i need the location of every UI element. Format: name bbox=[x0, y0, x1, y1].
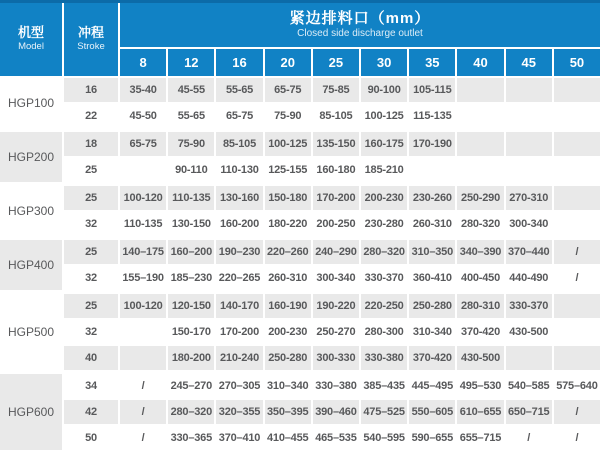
model-column-header bbox=[0, 3, 62, 76]
model-group bbox=[0, 186, 600, 236]
data-cell: 540–585 bbox=[506, 374, 552, 398]
data-cell: 55-65 bbox=[216, 78, 262, 102]
data-cell: 445–495 bbox=[409, 374, 455, 398]
data-cell: 100-120 bbox=[120, 294, 166, 318]
data-cell: 90-100 bbox=[361, 78, 407, 102]
data-cell: 210-240 bbox=[216, 346, 262, 370]
model-label-en: Model bbox=[18, 41, 44, 52]
data-cell: 280-320 bbox=[457, 212, 503, 236]
data-cell bbox=[554, 158, 600, 182]
data-cell: 135-150 bbox=[313, 132, 359, 156]
stroke-cell: 40 bbox=[64, 346, 118, 370]
data-cell: 160-190 bbox=[265, 294, 311, 318]
table-row bbox=[64, 212, 600, 236]
data-cell: 300-340 bbox=[506, 212, 552, 236]
data-cell: 105-115 bbox=[409, 78, 455, 102]
data-cell: 540–595 bbox=[361, 426, 407, 450]
size-col-header: 40 bbox=[457, 49, 503, 76]
table-row bbox=[64, 186, 600, 210]
size-col-header: 25 bbox=[313, 49, 359, 76]
data-cell: 150-180 bbox=[265, 186, 311, 210]
data-cell: 550–605 bbox=[409, 400, 455, 424]
data-cell: 120-150 bbox=[168, 294, 214, 318]
table-subtitle: Closed side discharge outlet bbox=[297, 28, 423, 39]
data-cell: 220–260 bbox=[265, 240, 311, 264]
size-header-row bbox=[120, 49, 600, 76]
size-col-header: 45 bbox=[506, 49, 552, 76]
model-cell: HGP300 bbox=[0, 186, 62, 236]
table-row bbox=[64, 266, 600, 290]
stroke-cell: 50 bbox=[64, 426, 118, 450]
data-cell: 495–530 bbox=[457, 374, 503, 398]
data-cell: 160–200 bbox=[168, 240, 214, 264]
stroke-cell: 25 bbox=[64, 186, 118, 210]
model-group bbox=[0, 240, 600, 290]
table-row bbox=[64, 374, 600, 398]
data-cell: 100-120 bbox=[120, 186, 166, 210]
data-cell: 310–340 bbox=[265, 374, 311, 398]
data-cell: 220–265 bbox=[216, 266, 262, 290]
data-cell: 170-200 bbox=[216, 320, 262, 344]
data-cell: 360-410 bbox=[409, 266, 455, 290]
size-col-header: 35 bbox=[409, 49, 455, 76]
data-cell bbox=[506, 78, 552, 102]
stroke-label-zh: 冲程 bbox=[77, 25, 104, 41]
data-cell: 55-65 bbox=[168, 104, 214, 128]
data-cell bbox=[409, 158, 455, 182]
size-col-header: 12 bbox=[168, 49, 214, 76]
data-cell: 185–230 bbox=[168, 266, 214, 290]
data-cell: 300-340 bbox=[313, 266, 359, 290]
data-cell bbox=[554, 346, 600, 370]
table-row bbox=[64, 104, 600, 128]
data-cell: 65-75 bbox=[120, 132, 166, 156]
table-row bbox=[64, 132, 600, 156]
data-cell: 110-130 bbox=[216, 158, 262, 182]
data-cell bbox=[554, 104, 600, 128]
data-cell: 270-310 bbox=[506, 186, 552, 210]
model-group bbox=[0, 132, 600, 182]
data-cell: / bbox=[120, 426, 166, 450]
data-cell: 340–390 bbox=[457, 240, 503, 264]
data-cell: 270–305 bbox=[216, 374, 262, 398]
data-cell: 250-280 bbox=[409, 294, 455, 318]
data-cell: 65-75 bbox=[265, 78, 311, 102]
data-cell: 130-150 bbox=[168, 212, 214, 236]
data-cell bbox=[554, 320, 600, 344]
data-cell: 75-90 bbox=[265, 104, 311, 128]
data-cell: 300-330 bbox=[313, 346, 359, 370]
model-cell: HGP600 bbox=[0, 374, 62, 450]
data-cell: 190-220 bbox=[313, 294, 359, 318]
data-cell bbox=[457, 104, 503, 128]
table-title: 紧边排料口（mm） bbox=[289, 10, 431, 27]
data-cell: 75-85 bbox=[313, 78, 359, 102]
stroke-cell: 25 bbox=[64, 294, 118, 318]
data-cell: 180-200 bbox=[168, 346, 214, 370]
data-cell: 310–350 bbox=[409, 240, 455, 264]
data-cell: 330-370 bbox=[361, 266, 407, 290]
table-row bbox=[64, 294, 600, 318]
data-cell: 200-230 bbox=[361, 186, 407, 210]
data-cell bbox=[506, 346, 552, 370]
data-cell: 100-125 bbox=[361, 104, 407, 128]
data-cell: 65-75 bbox=[216, 104, 262, 128]
data-cell: 250-280 bbox=[265, 346, 311, 370]
data-cell: 150-170 bbox=[168, 320, 214, 344]
data-cell: 260-310 bbox=[409, 212, 455, 236]
stroke-cell: 34 bbox=[64, 374, 118, 398]
model-group bbox=[0, 294, 600, 370]
model-group bbox=[0, 78, 600, 128]
stroke-cell: 16 bbox=[64, 78, 118, 102]
data-cell bbox=[120, 158, 166, 182]
stroke-cell: 32 bbox=[64, 266, 118, 290]
data-cell: 240–290 bbox=[313, 240, 359, 264]
data-cell bbox=[506, 104, 552, 128]
data-cell: 350–395 bbox=[265, 400, 311, 424]
size-col-header: 30 bbox=[361, 49, 407, 76]
data-cell: 220-250 bbox=[361, 294, 407, 318]
data-cell: 35-40 bbox=[120, 78, 166, 102]
data-cell: 90-110 bbox=[168, 158, 214, 182]
data-cell: 125-155 bbox=[265, 158, 311, 182]
data-cell: 280-310 bbox=[457, 294, 503, 318]
data-cell: 130-160 bbox=[216, 186, 262, 210]
size-col-header: 8 bbox=[120, 49, 166, 76]
table-row bbox=[64, 78, 600, 102]
data-cell: 280–320 bbox=[168, 400, 214, 424]
stroke-cell: 22 bbox=[64, 104, 118, 128]
data-cell bbox=[554, 212, 600, 236]
data-cell: 330–365 bbox=[168, 426, 214, 450]
stroke-cell: 25 bbox=[64, 240, 118, 264]
data-cell: 650–715 bbox=[506, 400, 552, 424]
data-cell: 85-105 bbox=[216, 132, 262, 156]
table-row bbox=[64, 158, 600, 182]
outlet-header-region bbox=[120, 3, 600, 76]
data-cell: / bbox=[554, 240, 600, 264]
model-cell: HGP200 bbox=[0, 132, 62, 182]
model-cell: HGP500 bbox=[0, 294, 62, 370]
data-cell: 115-135 bbox=[409, 104, 455, 128]
size-col-header: 50 bbox=[554, 49, 600, 76]
data-cell: 45-55 bbox=[168, 78, 214, 102]
outlet-title-block bbox=[120, 3, 600, 47]
data-cell: 260-310 bbox=[265, 266, 311, 290]
data-cell: 575–640 bbox=[554, 374, 600, 398]
data-cell: 200-250 bbox=[313, 212, 359, 236]
data-cell: 440-490 bbox=[506, 266, 552, 290]
data-cell: 330-380 bbox=[361, 346, 407, 370]
data-cell: 430-500 bbox=[457, 346, 503, 370]
data-cell: / bbox=[120, 400, 166, 424]
data-cell bbox=[120, 346, 166, 370]
data-cell: 280-300 bbox=[361, 320, 407, 344]
data-cell bbox=[554, 186, 600, 210]
data-cell: 370–410 bbox=[216, 426, 262, 450]
data-cell: 430-500 bbox=[506, 320, 552, 344]
data-cell: 185-210 bbox=[361, 158, 407, 182]
stroke-label-en: Stroke bbox=[77, 41, 105, 52]
data-cell: 190–230 bbox=[216, 240, 262, 264]
table-row bbox=[64, 426, 600, 450]
model-label-zh: 机型 bbox=[17, 25, 44, 41]
data-cell: 610–655 bbox=[457, 400, 503, 424]
data-cell: 200-230 bbox=[265, 320, 311, 344]
data-cell: 170-190 bbox=[409, 132, 455, 156]
data-cell: 330-370 bbox=[506, 294, 552, 318]
data-cell bbox=[120, 320, 166, 344]
data-cell: 310-340 bbox=[409, 320, 455, 344]
data-cell: 230-280 bbox=[361, 212, 407, 236]
data-cell bbox=[457, 132, 503, 156]
data-cell bbox=[457, 158, 503, 182]
data-cell: / bbox=[554, 266, 600, 290]
data-cell: 280–320 bbox=[361, 240, 407, 264]
data-cell: 330–380 bbox=[313, 374, 359, 398]
data-cell: 475–525 bbox=[361, 400, 407, 424]
data-cell: 75-90 bbox=[168, 132, 214, 156]
data-cell: 370–440 bbox=[506, 240, 552, 264]
data-cell: 320–355 bbox=[216, 400, 262, 424]
data-cell: 370-420 bbox=[409, 346, 455, 370]
table-row bbox=[64, 346, 600, 370]
data-cell: 245–270 bbox=[168, 374, 214, 398]
data-cell: 370-420 bbox=[457, 320, 503, 344]
size-col-header: 16 bbox=[216, 49, 262, 76]
model-cell: HGP400 bbox=[0, 240, 62, 290]
data-cell: 230-260 bbox=[409, 186, 455, 210]
stroke-cell: 25 bbox=[64, 158, 118, 182]
table-body bbox=[0, 78, 600, 450]
data-cell: 160-175 bbox=[361, 132, 407, 156]
model-cell: HGP100 bbox=[0, 78, 62, 128]
data-cell: 590–655 bbox=[409, 426, 455, 450]
data-cell: 140–175 bbox=[120, 240, 166, 264]
size-col-header: 20 bbox=[265, 49, 311, 76]
data-cell: 160-180 bbox=[313, 158, 359, 182]
table-row bbox=[64, 400, 600, 424]
data-cell bbox=[554, 132, 600, 156]
data-cell: 160-200 bbox=[216, 212, 262, 236]
data-cell: / bbox=[554, 426, 600, 450]
data-cell: 410–455 bbox=[265, 426, 311, 450]
stroke-cell: 18 bbox=[64, 132, 118, 156]
data-cell bbox=[506, 158, 552, 182]
data-cell: 45-50 bbox=[120, 104, 166, 128]
data-cell: 655–715 bbox=[457, 426, 503, 450]
data-cell: 155–190 bbox=[120, 266, 166, 290]
data-cell bbox=[457, 78, 503, 102]
data-cell: 250-290 bbox=[457, 186, 503, 210]
data-cell: / bbox=[554, 400, 600, 424]
data-cell: 180-220 bbox=[265, 212, 311, 236]
data-cell: 390–460 bbox=[313, 400, 359, 424]
data-cell: 140-170 bbox=[216, 294, 262, 318]
data-cell bbox=[554, 78, 600, 102]
data-cell: 110-135 bbox=[120, 212, 166, 236]
data-cell bbox=[506, 132, 552, 156]
data-cell: 110-135 bbox=[168, 186, 214, 210]
data-cell: 400-450 bbox=[457, 266, 503, 290]
model-group bbox=[0, 374, 600, 450]
table-row bbox=[64, 320, 600, 344]
stroke-cell: 32 bbox=[64, 212, 118, 236]
data-cell bbox=[554, 294, 600, 318]
stroke-cell: 32 bbox=[64, 320, 118, 344]
stroke-column-header bbox=[64, 3, 118, 76]
table-row bbox=[64, 240, 600, 264]
data-cell: 170-200 bbox=[313, 186, 359, 210]
stroke-cell: 42 bbox=[64, 400, 118, 424]
table-header bbox=[0, 0, 600, 76]
data-cell: / bbox=[120, 374, 166, 398]
data-cell: 465–535 bbox=[313, 426, 359, 450]
data-cell: 385–435 bbox=[361, 374, 407, 398]
data-cell: 85-105 bbox=[313, 104, 359, 128]
data-cell: 250-270 bbox=[313, 320, 359, 344]
data-cell: 100-125 bbox=[265, 132, 311, 156]
data-cell: / bbox=[506, 426, 552, 450]
